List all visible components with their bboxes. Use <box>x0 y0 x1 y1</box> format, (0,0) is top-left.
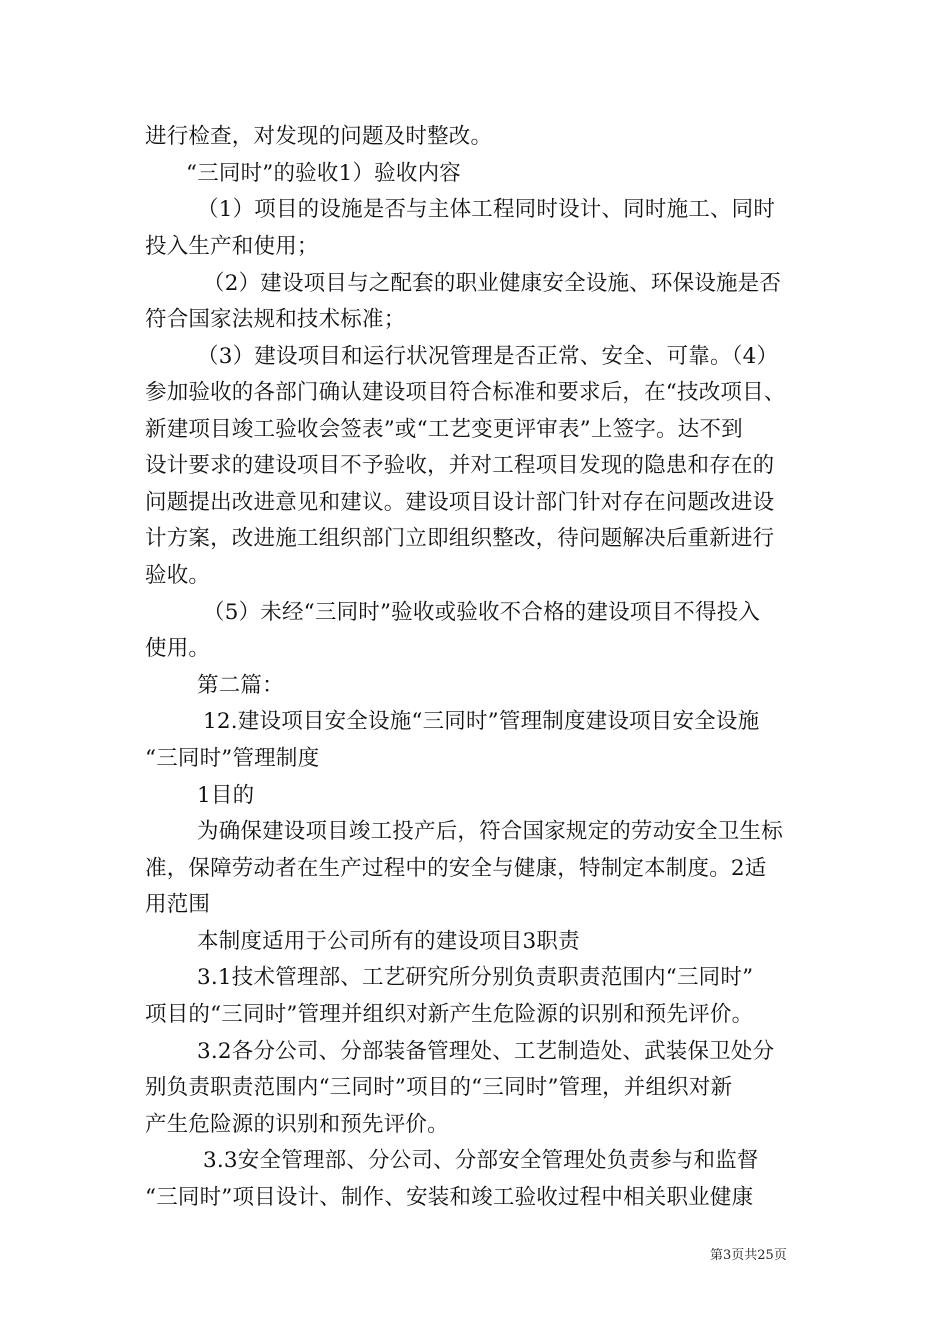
text-line: 项目的“三同时”管理并组织对新产生危险源的识别和预先评价。 <box>145 1002 754 1027</box>
section-heading: 1目的 <box>197 783 255 808</box>
text-line: 投入生产和使用； <box>145 234 319 259</box>
text-line: 符合国家法规和技术标准； <box>145 307 406 332</box>
text-line: 参加验收的各部门确认建设项目符合标准和要求后，在“技改项目、 <box>145 380 786 405</box>
text-line: （1）项目的设施是否与主体工程同时设计、同时施工、同时 <box>197 197 776 222</box>
text-line: “三同时”管理制度 <box>145 746 320 771</box>
text-line: 12.建设项目安全设施“三同时”管理制度建设项目安全设施 <box>203 709 760 734</box>
text-line: （3）建设项目和运行状况管理是否正常、安全、可靠。（4） <box>197 344 779 369</box>
page-number: 第3页共25页 <box>710 1248 787 1263</box>
section-heading: 第二篇： <box>197 673 284 698</box>
text-line: 问题提出改进意见和建议。建设项目设计部门针对存在问题改进设 <box>145 490 775 515</box>
text-line: 进行检查，对发现的问题及时整改。 <box>145 124 493 149</box>
text-line: 准，保障劳动者在生产过程中的安全与健康，特制定本制度。2适 <box>145 856 767 881</box>
text-line: 为确保建设项目竣工投产后，符合国家规定的劳动安全卫生标 <box>197 819 783 844</box>
text-line: 用范围 <box>145 892 211 917</box>
text-line: 本制度适用于公司所有的建设项目3职责 <box>197 929 580 954</box>
text-line: 3.3安全管理部、分公司、分部安全管理处负责参与和监督 <box>203 1148 759 1173</box>
text-line: 别负责职责范围内“三同时”项目的“三同时”管理，并组织对新 <box>145 1075 733 1100</box>
text-line: 3.2各分公司、分部装备管理处、工艺制造处、武装保卫处分 <box>197 1039 775 1064</box>
text-line: 3.1技术管理部、工艺研究所分别负责职责范围内“三同时” <box>197 965 754 990</box>
text-line: “三同时”项目设计、制作、安装和竣工验收过程中相关职业健康 <box>145 1185 754 1210</box>
text-line: “三同时”的验收1）验收内容 <box>186 161 461 186</box>
text-line: 产生危险源的识别和预先评价。 <box>145 1112 449 1137</box>
text-line: 验收。 <box>145 563 211 588</box>
text-line: 使用。 <box>145 636 211 661</box>
text-line: （2）建设项目与之配套的职业健康安全设施、环保设施是否 <box>203 271 782 296</box>
text-line: 设计要求的建设项目不予验收，并对工程项目发现的隐患和存在的 <box>145 453 775 478</box>
text-line: （5）未经“三同时”验收或验收不合格的建设项目不得投入 <box>203 600 761 625</box>
text-line: 新建项目竣工验收会签表”或“工艺变更评审表”上签字。达不到 <box>145 417 743 442</box>
text-line: 计方案，改进施工组织部门立即组织整改，待问题解决后重新进行 <box>145 526 775 551</box>
